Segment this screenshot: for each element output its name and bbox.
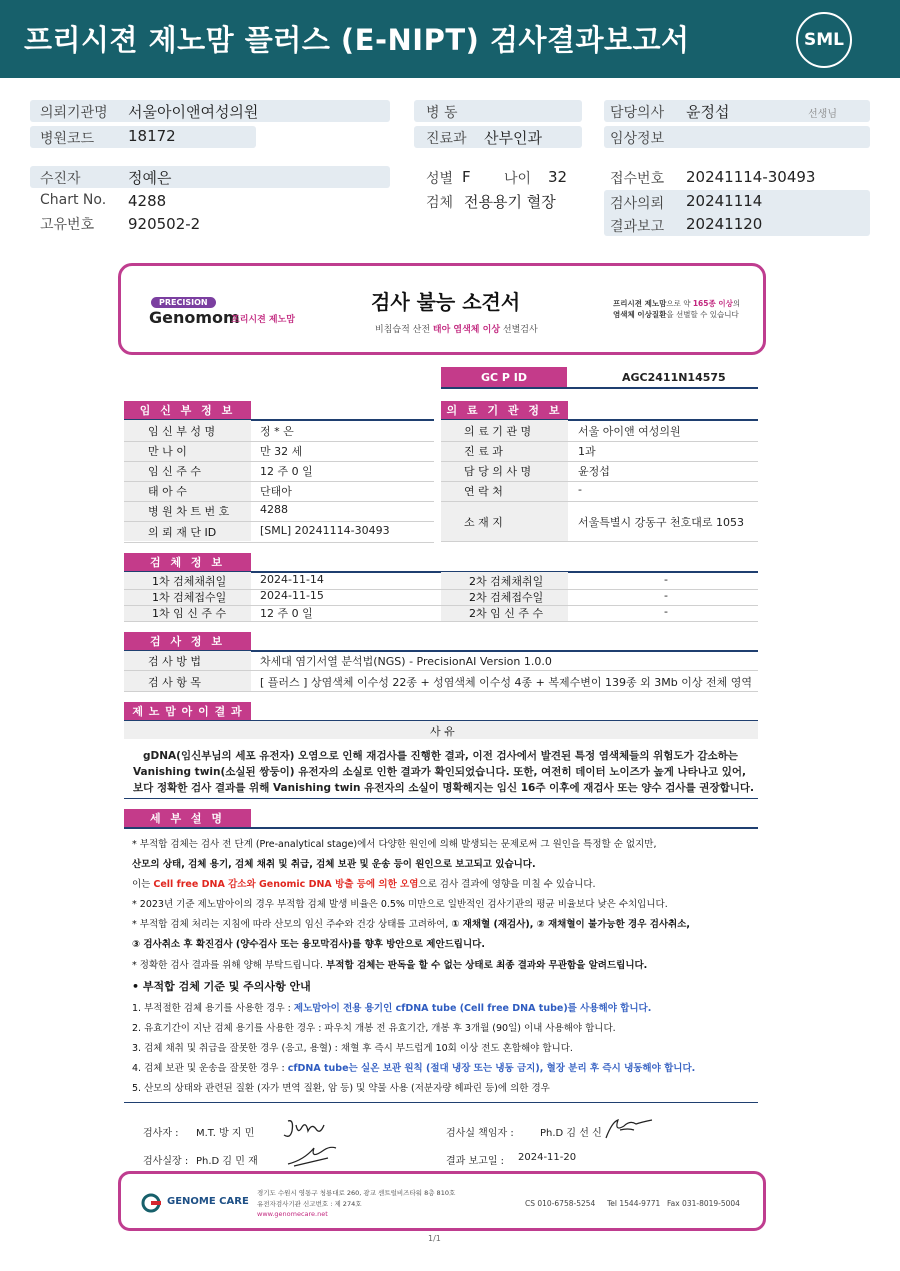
- specimen-section: 검 체 정 보: [124, 553, 251, 571]
- med-row-divider: [441, 481, 758, 482]
- n3a: 이는: [132, 879, 154, 890]
- footer-web: www.genomecare.net: [257, 1210, 328, 1218]
- detail-note-2: 산모의 상태, 검체 용기, 검체 채취 및 취급, 검체 보관 및 운송 등이 원인으로 보고되고 있습니다.: [132, 859, 536, 870]
- age-label: 나이: [504, 171, 532, 187]
- c1b: 제노맘아이 전용 용기인 cfDNA tube (Cell free DNA tube)를 사용해야 합니다.: [293, 1003, 652, 1014]
- footer-tel: Tel 1544-9771: [607, 1199, 661, 1208]
- resp-name: Ph.D 김 선 신: [540, 1128, 602, 1139]
- banner-right-text: [613, 298, 740, 320]
- spec-row-label2: 2차 검체채취일: [469, 575, 544, 588]
- spec-row-label1: 1차 검체접수일: [152, 591, 227, 604]
- preg-section: 임 신 부 정 보: [124, 401, 251, 419]
- spec-row-value1: 12 주 0 일: [260, 607, 313, 620]
- med-row-label: 연 락 처: [464, 485, 503, 498]
- preg-row-label: 만 나 이: [148, 445, 187, 458]
- footer-box: [118, 1171, 766, 1231]
- sex-value: F: [462, 168, 471, 186]
- sub-part1: 비침습적 산전: [375, 325, 433, 335]
- doctor-label: 담당의사: [610, 105, 665, 121]
- patient-pill: [30, 166, 390, 188]
- precision-badge: PRECISION: [151, 297, 216, 308]
- footer-cs: CS 010-6758-5254: [525, 1199, 596, 1208]
- spec-row-label2: 2차 임 신 주 수: [469, 607, 544, 620]
- med-row-divider: [441, 501, 758, 502]
- genomecare-logo-icon: [141, 1193, 163, 1213]
- gcpid-line: [441, 387, 758, 389]
- detail-note-3: [132, 876, 596, 890]
- sub-highlight: 태아 염색체 이상: [432, 325, 501, 335]
- med-row-value: -: [578, 483, 582, 496]
- n7b: 부적합 검체는 판독을 할 수 없는 상태로 최종 결과와 무관함을 알려드립니다.: [326, 960, 648, 971]
- result-line-2: Vanishing twin(소실된 쌍둥이) 유전자의 소실로 인한 결과가 확인되었습니다. 또한, 여전히 데이터 노이즈가 높게 나타나고 있어,: [133, 766, 746, 778]
- test-item-value: [ 플러스 ] 상염색체 이수성 22종 + 성염색체 이수성 4종 + 복제수변이 139종 외 3Mb 이상 전체 영역: [260, 676, 752, 689]
- patient-label: 수진자: [40, 171, 81, 187]
- preg-row-divider: [124, 542, 434, 543]
- test-section: 검 사 정 보: [124, 632, 251, 650]
- criteria-heading: • 부적합 검체 기준 및 주의사항 안내: [132, 980, 311, 993]
- spec-row-label2: 2차 검체접수일: [469, 591, 544, 604]
- gcpid-label: GC P ID: [441, 367, 567, 387]
- preg-row-value: 단태아: [260, 485, 292, 498]
- doctor-suffix: 선생님: [808, 109, 837, 120]
- preg-row-divider: [124, 481, 434, 482]
- resp-label: 검사실 책임자 :: [446, 1128, 514, 1139]
- n5a: * 부적합 검체 처리는 지침에 따라 산모의 임신 주수와 건강 상태를 고려하여,: [132, 919, 452, 930]
- right1d: 의: [732, 299, 741, 308]
- ward-label: 병 동: [426, 105, 458, 121]
- genomom-logo: Genomom: [149, 308, 240, 327]
- preg-row-divider: [124, 501, 434, 502]
- result-bottom: [124, 798, 758, 799]
- spec-row-label1: 1차 임 신 주 수: [152, 607, 227, 620]
- chart-value: 4288: [128, 192, 167, 210]
- footer-brand: GENOME CARE: [167, 1196, 249, 1207]
- age-value: 32: [548, 168, 568, 186]
- org-label: 의뢰기관명: [40, 105, 108, 121]
- spec-label: 검체: [426, 195, 454, 211]
- chief-label: 검사실장 :: [143, 1156, 189, 1167]
- med-row-value: 서울특별시 강동구 천호대로 1053: [578, 516, 744, 529]
- n3b: Cell free DNA 감소와 Genomic DNA 방출 등에 의한 오염: [153, 879, 419, 890]
- detail-section: 세 부 설 명: [124, 809, 251, 827]
- n5b: ① 재채혈 (재검사), ② 재채혈이 불가능한 경우 검사취소,: [451, 919, 691, 930]
- criteria-3: 3. 검체 채취 및 취급을 잘못한 경우 (응고, 용혈) : 채혈 후 즉시 부드럽게 10회 이상 전도 혼합해야 합니다.: [132, 1043, 573, 1054]
- report-banner: [118, 263, 766, 355]
- right1c: 165종 이상: [692, 299, 733, 308]
- test-method-label: 검 사 방 법: [148, 655, 201, 668]
- med-row-divider: [441, 541, 758, 542]
- med-row-label: 의 료 기 관 명: [464, 425, 532, 438]
- criteria-2: 2. 유효기간이 지난 검체 용기를 사용한 경우 : 파우치 개봉 전 유효기간, 개봉 후 3개월 (90일) 이내 사용해야 합니다.: [132, 1023, 616, 1034]
- uid-label: 고유번호: [40, 217, 95, 233]
- right1b: 으로 약: [666, 299, 693, 308]
- med-row-label: 담 당 의 사 명: [464, 465, 532, 478]
- org-value: 서울아이앤여성의원: [128, 103, 259, 121]
- med-section: 의 료 기 관 정 보: [441, 401, 568, 419]
- report-value: 20241120: [686, 215, 763, 233]
- req-label: 검사의뢰: [610, 196, 665, 212]
- spec-row-value2: -: [664, 573, 668, 586]
- criteria-5: 5. 산모의 상태와 관련된 질환 (자가 면역 질환, 암 등) 및 약물 사용 (저분자량 헤파린 등)에 의한 경우: [132, 1083, 550, 1094]
- spec-row-divider: [124, 621, 758, 622]
- report-title: 검사 불능 소견서: [371, 290, 521, 314]
- spec-row-value1: 2024-11-14: [260, 573, 324, 586]
- med-row-divider: [441, 441, 758, 442]
- result-section: 제 노 맘 아 이 결 과: [124, 702, 251, 720]
- chief-signature: [284, 1140, 340, 1170]
- preg-row-value: 정 * 은: [260, 425, 294, 438]
- hosp-label: 병원코드: [40, 131, 95, 147]
- dept-label: 진료과: [426, 131, 467, 147]
- doctor-value: 윤정섭: [686, 103, 730, 121]
- gcpid-value: AGC2411N14575: [622, 371, 726, 384]
- test-method-value: 차세대 염기서열 분석법(NGS) - PrecisionAI Version 1.0.0: [260, 655, 552, 668]
- resp-signature: [600, 1112, 656, 1142]
- spec-row-value2: -: [664, 605, 668, 618]
- med-row-value: 서울 아이앤 여성의원: [578, 425, 681, 438]
- preg-row-label: 태 아 수: [148, 485, 187, 498]
- dept-value: 산부인과: [484, 129, 542, 147]
- sub-part2: 선별검사: [500, 325, 538, 335]
- preg-row-label: 임 신 부 성 명: [148, 425, 216, 438]
- chief-name: Ph.D 김 민 재: [196, 1156, 258, 1167]
- right2b: 을 선별할 수 있습니다: [666, 310, 739, 319]
- preg-row-value: [SML] 20241114-30493: [260, 524, 390, 537]
- spec-row-value1: 2024-11-15: [260, 589, 324, 602]
- recv-value: 20241114-30493: [686, 168, 816, 186]
- med-row-value: 1과: [578, 445, 596, 458]
- med-row-label: 소 재 지: [464, 516, 503, 529]
- c4a: 4. 검체 보관 및 운송을 잘못한 경우 :: [132, 1063, 288, 1074]
- test-item-label: 검 사 항 목: [148, 676, 201, 689]
- chart-label: Chart No.: [40, 192, 107, 208]
- preg-row-label: 병 원 차 트 번 호: [148, 505, 230, 518]
- tester-label: 검사자 :: [143, 1128, 179, 1139]
- date-value: 2024-11-20: [518, 1152, 577, 1163]
- preg-row-value: 4288: [260, 503, 288, 516]
- c4b: cfDNA tube는 실온 보관 원칙 (절대 냉장 또는 냉동 금지), 혈장 분리 후 즉시 냉동해야 합니다.: [287, 1063, 696, 1074]
- header-bar: [0, 0, 900, 78]
- n3c: 으로 검사 결과에 영향을 미칠 수 있습니다.: [418, 879, 596, 890]
- report-subtitle: [375, 322, 538, 335]
- preg-row-divider: [124, 461, 434, 462]
- req-value: 20241114: [686, 192, 763, 210]
- result-line-1: gDNA(임신부님의 세포 유전자) 오염으로 인해 재검사를 진행한 결과, 이전 검사에서 발견된 특정 염색체들의 위험도가 감소하는: [143, 750, 738, 762]
- c1a: 1. 부적절한 검체 용기를 사용한 경우 :: [132, 1003, 294, 1014]
- preg-row-label: 의 뢰 재 단 ID: [148, 526, 217, 539]
- tester-name: M.T. 방 지 민: [196, 1128, 255, 1139]
- med-row-divider: [441, 461, 758, 462]
- page-title: 프리시젼 제노맘 플러스 (E-NIPT) 검사결과보고서: [24, 23, 690, 57]
- detail-note-1: * 부적합 검체는 검사 전 단계 (Pre-analytical stage)에서 다양한 원인에 의해 발생되는 문제로써 그 원인을 특정할 순 없지만,: [132, 839, 657, 850]
- preg-row-label: 임 신 주 수: [148, 465, 201, 478]
- detail-note-4: * 2023년 기준 제노맘아이의 경우 부적합 검체 발생 비율은 0.5% 미만으로 일반적인 검사기관의 평균 비율보다 낮은 수치입니다.: [132, 899, 668, 910]
- n7a: * 정확한 검사 결과를 위해 양해 부탁드립니다.: [132, 960, 327, 971]
- spec-row-label1: 1차 검체채취일: [152, 575, 227, 588]
- criteria-4: [132, 1060, 695, 1074]
- preg-row-divider: [124, 521, 434, 522]
- med-row-label: 진 료 과: [464, 445, 503, 458]
- footer-fax: Fax 031-8019-5004: [667, 1199, 740, 1208]
- hosp-value: 18172: [128, 127, 176, 145]
- report-label: 결과보고: [610, 219, 665, 235]
- criteria-1: [132, 1000, 651, 1014]
- genomom-korean: 프리시젼 제노맘: [231, 315, 295, 325]
- tester-signature: [280, 1115, 330, 1143]
- detail-note-5: [132, 916, 690, 930]
- right2a: 염색체 이상질환: [613, 310, 667, 319]
- patient-value: 정예은: [128, 169, 172, 187]
- recv-label: 접수번호: [610, 171, 665, 187]
- spec-row-value2: -: [664, 589, 668, 602]
- reason-label: 사 유: [430, 725, 455, 738]
- detail-note-7: [132, 957, 647, 971]
- date-label: 결과 보고일 :: [446, 1156, 505, 1167]
- test-bottom: [124, 691, 758, 692]
- sex-label: 성별: [426, 171, 454, 187]
- spec-value: 전용용기 혈장: [464, 193, 556, 211]
- footer-addr2: 유전자검사기관 신고번호 : 제 274호: [257, 1200, 362, 1208]
- preg-row-divider: [124, 441, 434, 442]
- right1a: 프리시젼 제노맘: [613, 299, 667, 308]
- result-line-3: 보다 정확한 검사 결과를 위해 Vanishing twin 유전자의 소실이 명확해지는 임신 16주 이후에 재검사 또는 양수 검사를 권장합니다.: [133, 782, 754, 794]
- preg-row-value: 12 주 0 일: [260, 465, 313, 478]
- med-row-value: 윤정섭: [578, 465, 610, 478]
- detail-bottom: [124, 1102, 758, 1103]
- preg-row-value: 만 32 세: [260, 445, 303, 458]
- uid-value: 920502-2: [128, 215, 201, 233]
- test-divider: [124, 670, 758, 671]
- detail-note-6: ③ 검사취소 후 확진검사 (양수검사 또는 융모막검사)를 향후 방안으로 제안드립니다.: [132, 939, 485, 950]
- detail-line: [124, 827, 758, 829]
- page-number: 1/1: [428, 1234, 441, 1243]
- clinical-label: 임상정보: [610, 131, 665, 147]
- footer-addr1: 경기도 수원시 영통구 청룡대로 260, 광교 센트럴비즈타워 8층 810호: [257, 1189, 456, 1197]
- sml-logo: SML: [796, 12, 852, 68]
